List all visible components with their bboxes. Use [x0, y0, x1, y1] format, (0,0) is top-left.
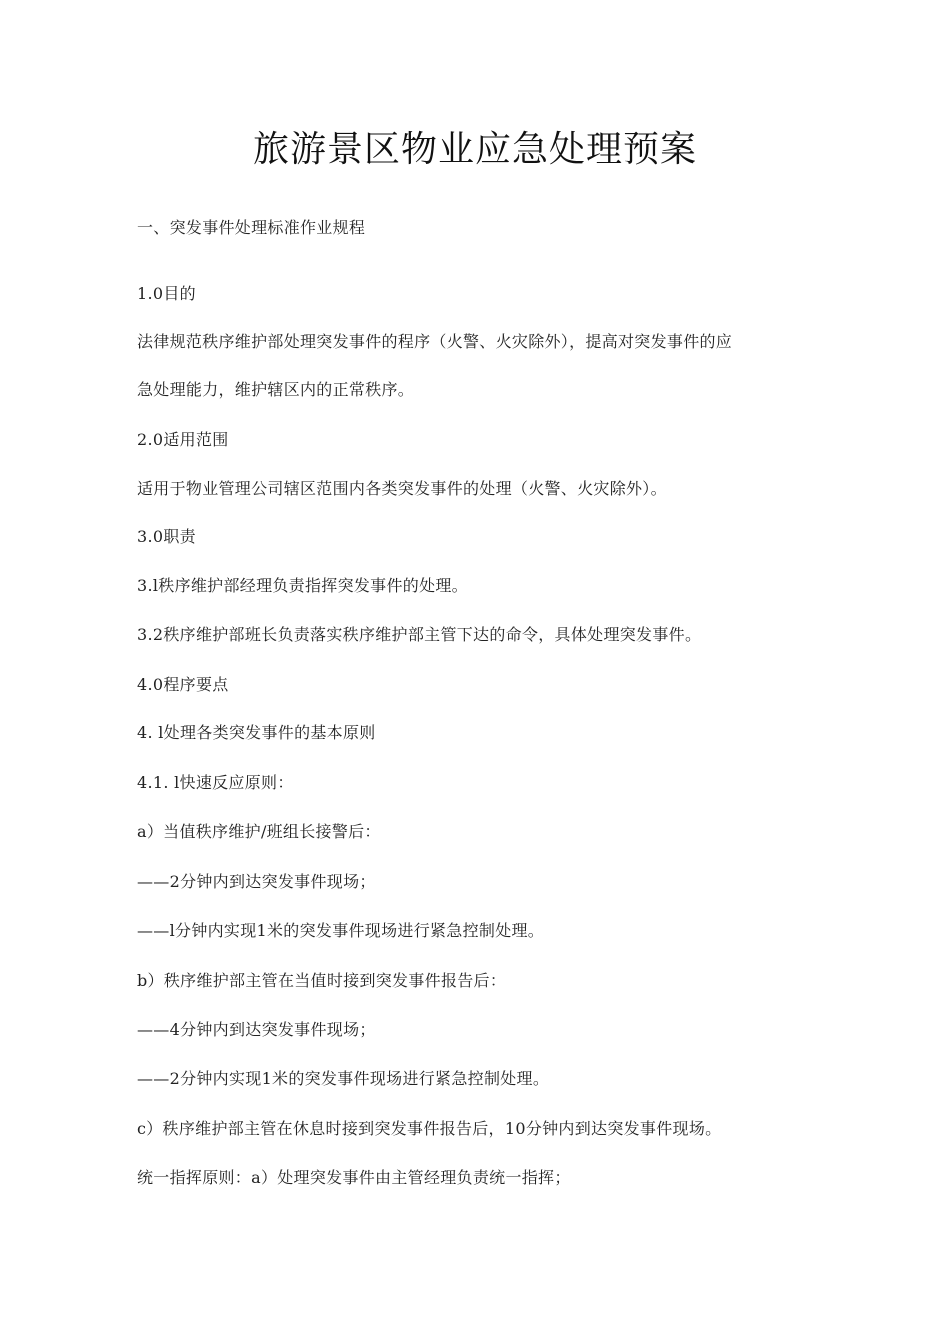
paragraph-line: 法律规范秩序维护部处理突发事件的程序（火警、火灾除外），提高对突发事件的应: [137, 332, 733, 351]
paragraph-line: 3.l秩序维护部经理负责指挥突发事件的处理。: [137, 576, 468, 595]
paragraph-line: 3.2秩序维护部班长负责落实秩序维护部主管下达的命令，具体处理突发事件。: [137, 625, 702, 644]
paragraph-line: 急处理能力，维护辖区内的正常秩序。: [137, 380, 415, 399]
document-title: 旅游景区物业应急处理预案: [252, 129, 697, 170]
paragraph-line: 4.1. l快速反应原则：: [137, 773, 294, 792]
paragraph-line: ——2分钟内到达突发事件现场；: [137, 872, 376, 891]
paragraph-line: ——4分钟内到达突发事件现场；: [137, 1020, 376, 1039]
paragraph-line: 3.0职责: [137, 527, 196, 546]
paragraph-line: ——l分钟内实现1米的突发事件现场进行紧急控制处理。: [137, 921, 545, 940]
paragraph-line: 统一指挥原则：a）处理突发事件由主管经理负责统一指挥；: [137, 1168, 571, 1187]
paragraph-line: c）秩序维护部主管在休息时接到突发事件报告后，10分钟内到达突发事件现场。: [137, 1119, 722, 1138]
paragraph-line: 适用于物业管理公司辖区范围内各类突发事件的处理（火警、火灾除外）。: [137, 479, 667, 498]
paragraph-line: 1.0目的: [137, 284, 196, 303]
paragraph-line: ——2分钟内实现1米的突发事件现场进行紧急控制处理。: [137, 1069, 550, 1088]
section-heading: 一、突发事件处理标准作业规程: [137, 218, 366, 237]
paragraph-line: 4. l处理各类突发事件的基本原则: [137, 723, 376, 742]
paragraph-line: 4.0程序要点: [137, 675, 229, 694]
paragraph-line: b）秩序维护部主管在当值时接到突发事件报告后：: [137, 971, 507, 990]
paragraph-line: 2.0适用范围: [137, 430, 229, 449]
paragraph-line: a）当值秩序维护/班组长接警后：: [137, 822, 381, 841]
